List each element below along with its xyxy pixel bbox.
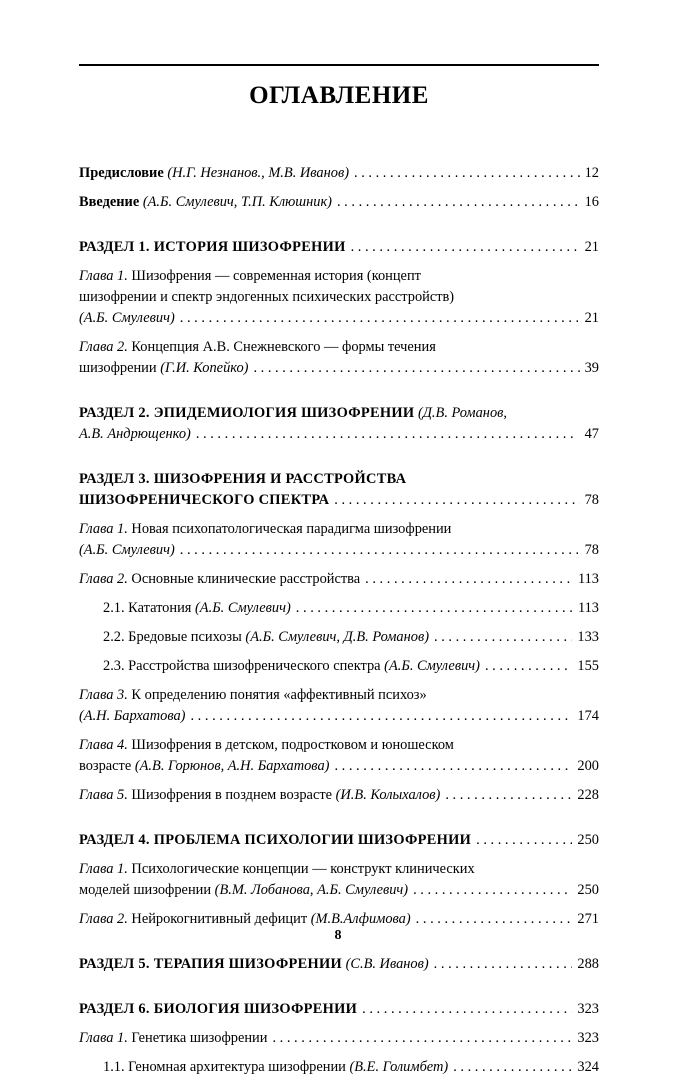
chapter-title-cont: моделей шизофрении bbox=[79, 882, 212, 898]
dot-leader bbox=[445, 785, 572, 806]
toc-subchapter-2-2[interactable] bbox=[79, 627, 599, 648]
toc-authors: (А.Б. Смулевич) bbox=[195, 600, 291, 616]
toc-chapter-3-2[interactable] bbox=[79, 569, 599, 590]
toc-authors: (Д.В. Романов, bbox=[417, 405, 507, 421]
chapter-number: Глава 1. bbox=[79, 1030, 128, 1046]
toc-section-label: РАЗДЕЛ 6. БИОЛОГИЯ ШИЗОФРЕНИИ bbox=[79, 1001, 358, 1017]
toc-page: 16 bbox=[584, 194, 599, 210]
dot-leader bbox=[180, 540, 578, 561]
toc-chapter-1-1[interactable] bbox=[79, 266, 599, 329]
toc-authors: (М.В.Алфимова) bbox=[310, 911, 411, 927]
toc-authors: (И.В. Колыхалов) bbox=[335, 787, 441, 803]
table-of-contents bbox=[79, 163, 599, 1086]
chapter-title: Нейрокогнитивный дефицит bbox=[131, 911, 308, 927]
toc-section-2[interactable] bbox=[79, 403, 599, 445]
chapter-title: Шизофрения в детском, подростковом и юношеском bbox=[131, 737, 454, 753]
chapter-title-cont: возрасте bbox=[79, 758, 132, 774]
chapter-number: Глава 2. bbox=[79, 571, 128, 587]
top-rule bbox=[79, 64, 599, 66]
toc-authors: (А.Н. Бархатова) bbox=[79, 708, 186, 724]
chapter-title: К определению понятия «аффективный психоз» bbox=[131, 687, 427, 703]
toc-page: 21 bbox=[584, 310, 599, 326]
toc-page: 78 bbox=[584, 492, 599, 508]
toc-chapter-4-1[interactable] bbox=[79, 859, 599, 901]
dot-leader bbox=[334, 490, 579, 511]
toc-authors: (В.М. Лобанова, А.Б. Смулевич) bbox=[214, 882, 409, 898]
dot-leader bbox=[434, 954, 573, 975]
toc-chapter-6-1[interactable] bbox=[79, 1028, 599, 1049]
toc-label: Предисловие bbox=[79, 165, 164, 181]
toc-authors: (А.Б. Смулевич) bbox=[79, 542, 175, 558]
toc-authors: (Г.И. Копейко) bbox=[160, 360, 249, 376]
dot-leader bbox=[253, 358, 579, 379]
page-number: 8 bbox=[334, 928, 342, 943]
dot-leader bbox=[476, 830, 572, 851]
toc-page: 324 bbox=[577, 1059, 599, 1075]
toc-section-4[interactable] bbox=[79, 830, 599, 851]
chapter-number: Глава 1. bbox=[79, 861, 128, 877]
subchapter-title: 2.1. Кататония bbox=[103, 600, 192, 616]
chapter-title: Новая психопатологическая парадигма шизофрении bbox=[131, 521, 452, 537]
toc-section-3[interactable] bbox=[79, 469, 599, 511]
toc-authors: (А.В. Горюнов, А.Н. Бархатова) bbox=[134, 758, 330, 774]
toc-page: 113 bbox=[577, 571, 599, 587]
toc-section-label: РАЗДЕЛ 5. ТЕРАПИЯ ШИЗОФРЕНИИ bbox=[79, 956, 342, 972]
chapter-title: Шизофрения в позднем возрасте bbox=[131, 787, 333, 803]
toc-section-6[interactable] bbox=[79, 999, 599, 1020]
chapter-number: Глава 2. bbox=[79, 911, 128, 927]
toc-page: 47 bbox=[584, 426, 599, 442]
chapter-number: Глава 5. bbox=[79, 787, 128, 803]
toc-chapter-4-2[interactable] bbox=[79, 909, 599, 930]
toc-section-5[interactable] bbox=[79, 954, 599, 975]
toc-subchapter-2-3[interactable] bbox=[79, 656, 599, 677]
toc-chapter-3-1[interactable] bbox=[79, 519, 599, 561]
subchapter-title: 2.3. Расстройства шизофренического спектра bbox=[103, 658, 381, 674]
chapter-number: Глава 2. bbox=[79, 339, 128, 355]
toc-chapter-3-4[interactable] bbox=[79, 735, 599, 777]
toc-chapter-3-3[interactable] bbox=[79, 685, 599, 727]
toc-page: 21 bbox=[584, 239, 599, 255]
toc-section-label-cont: ШИЗОФРЕНИЧЕСКОГО СПЕКТРА bbox=[79, 492, 330, 508]
toc-page: 200 bbox=[577, 758, 599, 774]
toc-chapter-3-5[interactable] bbox=[79, 785, 599, 806]
toc-page: 288 bbox=[577, 956, 599, 972]
dot-leader bbox=[180, 308, 578, 329]
chapter-title: Концепция А.В. Снежневского — формы течения bbox=[131, 339, 436, 355]
toc-subchapter-1-1[interactable] bbox=[79, 1057, 599, 1078]
chapter-number: Глава 1. bbox=[79, 268, 128, 284]
toc-section-label: РАЗДЕЛ 4. ПРОБЛЕМА ПСИХОЛОГИИ ШИЗОФРЕНИИ bbox=[79, 832, 472, 848]
toc-section-label: РАЗДЕЛ 3. ШИЗОФРЕНИЯ И РАССТРОЙСТВА bbox=[79, 471, 407, 487]
toc-page: 113 bbox=[577, 600, 599, 616]
dot-leader bbox=[416, 909, 573, 930]
dot-leader bbox=[190, 706, 572, 727]
toc-page: 271 bbox=[577, 911, 599, 927]
toc-page: 39 bbox=[584, 360, 599, 376]
toc-authors: (А.Б. Смулевич) bbox=[384, 658, 480, 674]
dot-leader bbox=[362, 999, 572, 1020]
dot-leader bbox=[272, 1028, 572, 1049]
toc-authors: (В.Е. Голимбет) bbox=[349, 1059, 449, 1075]
chapter-title: Шизофрения — современная история (концепт bbox=[131, 268, 421, 284]
dot-leader bbox=[434, 627, 572, 648]
chapter-number: Глава 1. bbox=[79, 521, 128, 537]
chapter-number: Глава 3. bbox=[79, 687, 128, 703]
toc-authors: (А.Б. Смулевич, Д.В. Романов) bbox=[245, 629, 429, 645]
subchapter-title: 2.2. Бредовые психозы bbox=[103, 629, 242, 645]
chapter-title: Генетика шизофрении bbox=[131, 1030, 268, 1046]
chapter-number: Глава 4. bbox=[79, 737, 128, 753]
dot-leader bbox=[196, 424, 578, 445]
chapter-title-cont: шизофрении bbox=[79, 360, 157, 376]
toc-page: 250 bbox=[577, 882, 599, 898]
dot-leader bbox=[365, 569, 573, 590]
toc-entry-intro[interactable] bbox=[79, 192, 599, 213]
toc-page: 250 bbox=[577, 832, 599, 848]
toc-page: 155 bbox=[577, 658, 599, 674]
toc-entry-preface[interactable] bbox=[79, 163, 599, 184]
toc-label: Введение bbox=[79, 194, 140, 210]
dot-leader bbox=[337, 192, 580, 213]
toc-authors: (С.В. Иванов) bbox=[345, 956, 429, 972]
dot-leader bbox=[453, 1057, 572, 1078]
toc-section-label: РАЗДЕЛ 1. ИСТОРИЯ ШИЗОФРЕНИИ bbox=[79, 239, 346, 255]
toc-page: 228 bbox=[577, 787, 599, 803]
toc-chapter-1-2[interactable] bbox=[79, 337, 599, 379]
dot-leader bbox=[296, 598, 573, 619]
toc-subchapter-2-1[interactable] bbox=[79, 598, 599, 619]
toc-authors-cont: А.В. Андрющенко) bbox=[79, 426, 191, 442]
toc-page: 78 bbox=[584, 542, 599, 558]
chapter-title: Основные клинические расстройства bbox=[131, 571, 361, 587]
toc-authors: (Н.Г. Незнанов., М.В. Иванов) bbox=[167, 165, 350, 181]
dot-leader bbox=[334, 756, 572, 777]
toc-section-1[interactable] bbox=[79, 237, 599, 258]
dot-leader bbox=[413, 880, 572, 901]
chapter-title-cont: шизофрении и спектр эндогенных психических расстройств) bbox=[79, 289, 455, 305]
dot-leader bbox=[485, 656, 572, 677]
toc-section-label: РАЗДЕЛ 2. ЭПИДЕМИОЛОГИЯ ШИЗОФРЕНИИ bbox=[79, 405, 415, 421]
toc-page: 12 bbox=[584, 165, 599, 181]
subchapter-title: 1.1. Геномная архитектура шизофрении bbox=[103, 1059, 346, 1075]
toc-authors: (А.Б. Смулевич) bbox=[79, 310, 175, 326]
toc-authors: (А.Б. Смулевич, Т.П. Клюшник) bbox=[142, 194, 332, 210]
chapter-title: Психологические концепции — конструкт клинических bbox=[131, 861, 475, 877]
dot-leader bbox=[351, 237, 580, 258]
toc-page: 323 bbox=[577, 1001, 599, 1017]
toc-page: 174 bbox=[577, 708, 599, 724]
toc-page: 133 bbox=[577, 629, 599, 645]
toc-page: 323 bbox=[577, 1030, 599, 1046]
dot-leader bbox=[354, 163, 580, 184]
page-title: ОГЛАВЛЕНИЕ bbox=[249, 82, 429, 109]
